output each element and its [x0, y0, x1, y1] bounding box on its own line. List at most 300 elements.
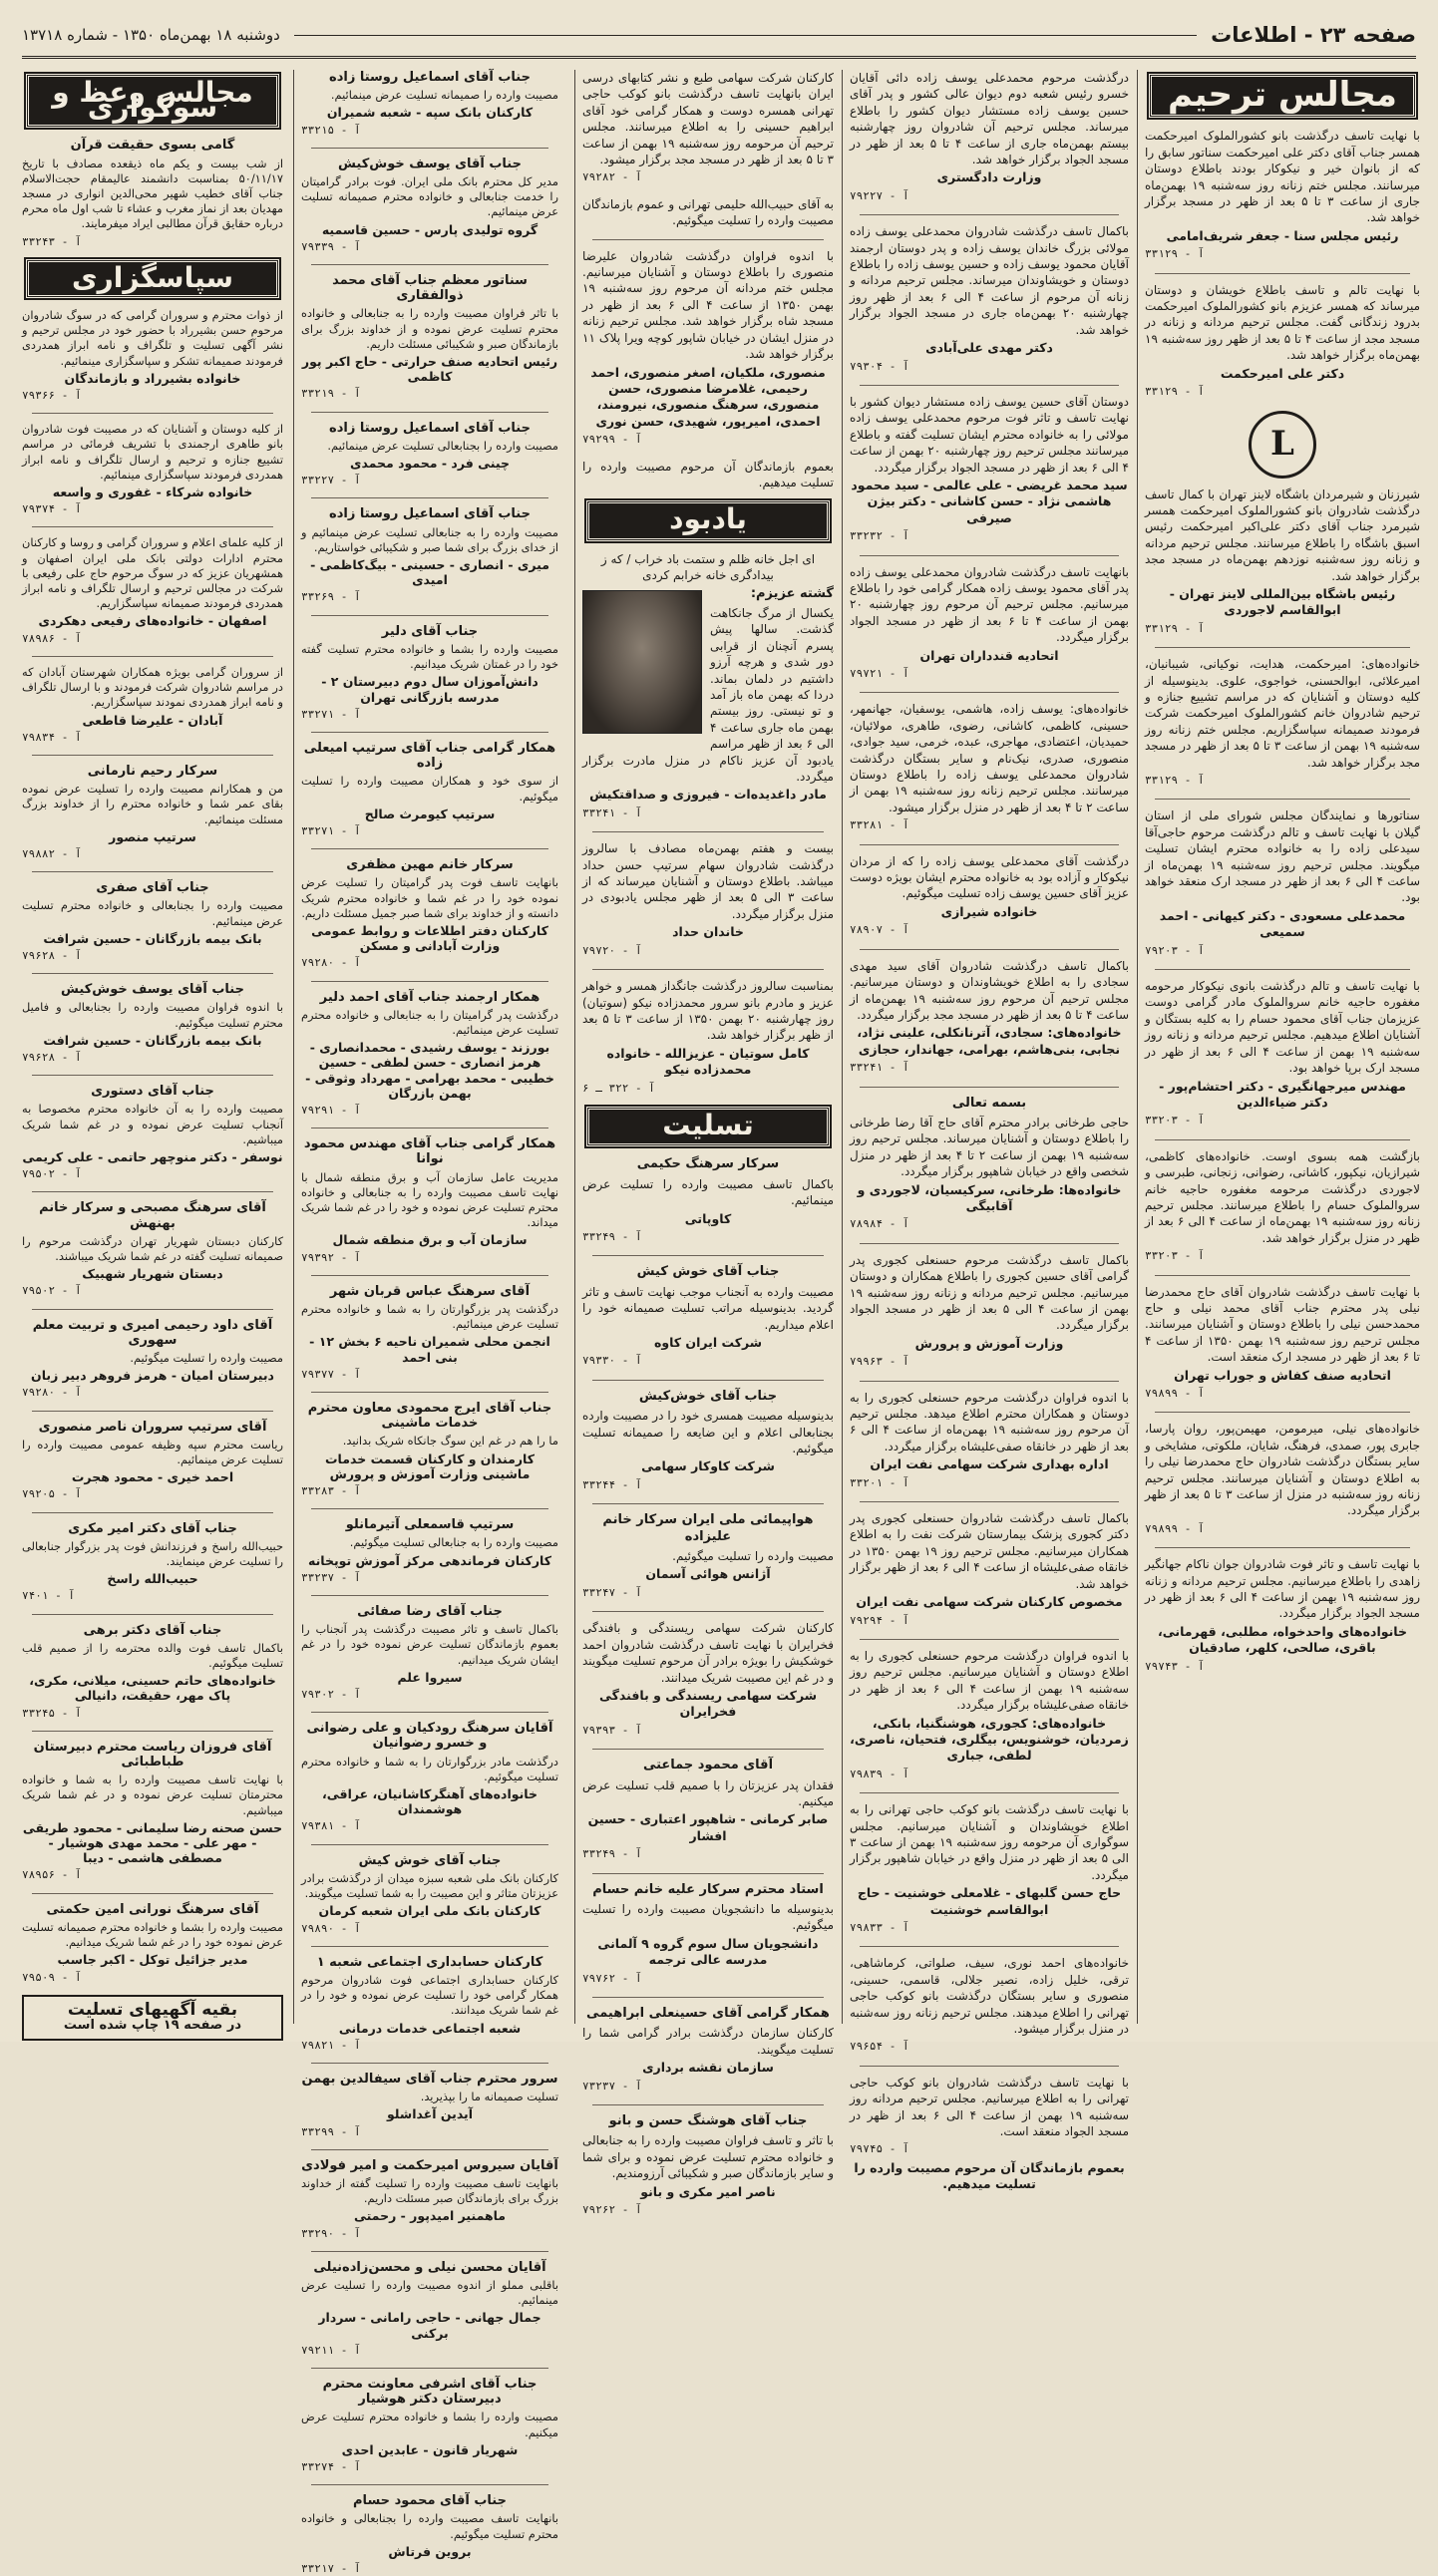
condolence-title: سناتور معظم جناب آقای محمد ذوالفقاری	[332, 273, 528, 304]
notice	[582, 459, 834, 491]
divider	[311, 2251, 548, 2252]
condolence-text: مصیبت وارده را به جنابعالی تسلیت میگوئیم.	[349, 1535, 558, 1550]
notice	[850, 1955, 1129, 2055]
condolence-title: سرکار رحیم نارمانی	[87, 763, 218, 779]
condolence-code: آ - ۳۳۲۸۳	[301, 1484, 361, 1498]
condolence-title: آقای سرتیپ سروران ناصر منصوری	[38, 1419, 267, 1435]
divider	[311, 2063, 548, 2064]
notice	[850, 701, 1129, 833]
condolence-code: آ - ۷۹۲۱۱	[301, 2343, 361, 2357]
notice-text: بانهایت تاسف درگذشت شادروان محمدعلی یوسف زاده پدر آقای محمود یوسف زاده همکار گرامی خود را باطلاع میرسانیم. مجلس ترحیم آن مرحوم روز چهارشنبه ۲۰ بهمن از ساعت ۴ تا ۶ بعد از ظهر در مسجد الجواد برگزار میگردد.	[850, 564, 1130, 645]
condolence	[582, 1156, 834, 1245]
condolence	[22, 764, 283, 861]
notice-text: خانواده‌های: امیرحکمت، هدایت، نوکیانی، شیبانیان، امیرعلائی، ابوالحسنی، خواجوی، علوی. بدینوسیله از کلیه دوستان و آشنایان که در مراسم تشییع جنازه و ترحیم شادروان خانم کشورالملوک امیرحکمت شرکت فرمودند صمیمانه سپاسگزاریم. مجلس ختم زنانه روز سه‌شنبه ۱۹ بهمن از ساعت ۳ تا ۵ بعد از ظهر در مسجد مجد برگزار خواهد شد.	[1145, 657, 1421, 770]
condolence-title: آقایان سیروس امیرحکمت و امیر فولادی	[301, 2157, 558, 2173]
condolence	[301, 1721, 558, 1833]
condolence-title: کارکنان حسابداری اجتماعی شعبه ۱	[316, 1954, 543, 1970]
condolence-code: آ - ۷۹۸۲۱	[301, 2038, 361, 2052]
condolence-title: سرکار سرهنگ حکیمی	[636, 1156, 780, 1172]
condolence-title: سرکار خانم مهین مظفری	[346, 857, 514, 873]
divider	[592, 1380, 824, 1381]
condolence	[301, 990, 558, 1119]
notice-text: درگذشت مرحوم محمدعلی یوسف زاده دائی آقایان خسرو رئیس شعبه دوم دیوان عالی کشور و پدر آقای حسین یوسف زاده مستشار دیوان کشور را باطلاع میرساند. مجلس ترحیم آن شادروان روز چهارشنبه بیستم بهمن‌ماه جاری از ساعت ۴ تا ۵ بعد از ظهر در مسجد الجواد برگزار خواهد شد.	[850, 71, 1130, 167]
condolence-signature: بانک بیمه بازرگانان - حسین شرافت	[43, 1032, 262, 1048]
condolence-code: آ - ۷۹۲۰۵	[22, 1487, 82, 1501]
condolence-signature: شعبه اجتماعی خدمات درمانی	[338, 2020, 522, 2036]
condolence-code: آ - ۳۳۲۷۱	[301, 823, 361, 837]
condolence	[582, 1512, 834, 1601]
divider	[311, 848, 548, 849]
notice-text: باکمال تاسف درگذشت شادروان حسنعلی کجوری پدر دکتر کجوری پزشک بیمارستان شرکت نفت را به اطلاع همکاران میرسانیم. مجلس ترحیم روز ۱۹ بهمن ۱۳۵۰ در خانقاه صفی‌علیشاه از ساعت ۴ الی ۶ بعد از ظهر برگزار خواهد شد.	[850, 1511, 1129, 1591]
condolence-text: درگذشت مادر بزرگوارتان را به شما و خانواده محترم تسلیت میگوئیم.	[301, 1754, 558, 1783]
condolence-signature: کارکنان دفتر اطلاعات و روابط عمومی وزارت آبادانی و مسکن	[311, 922, 548, 954]
column-3	[582, 70, 835, 2217]
column-4	[301, 70, 558, 2575]
column-2	[850, 70, 1130, 2192]
divider	[311, 497, 548, 498]
notice-signature: وزارت دادگستری	[936, 169, 1042, 185]
condolence	[301, 506, 558, 604]
condolence	[301, 2260, 558, 2358]
notice-signature: سید محمد غریضی - علی عالمی - سید محمود هاشمی نژاد - حسن کاشانی - دکتر بیژن صیرفی	[851, 477, 1128, 525]
notice-signature: دکتر علی امیرحکمت	[1220, 365, 1345, 381]
notice-signature: اداره بهداری شرکت سهامی نفت ایران	[870, 1456, 1109, 1472]
condolence-signature: انجمن محلی شمیران ناحیه ۶ بخش ۱۲ - بنی احمد	[309, 1334, 550, 1365]
notice-code: آ - ۷۹۷۴۳	[1145, 1659, 1205, 1673]
condolence-signature: کاوپاتی	[684, 1210, 732, 1226]
notice-text: از شب بیست و یکم ماه ذیقعده مصادف با تاریخ ۵۰/۱۱/۱۷ بمناسبت دانشمند عالیمقام حجت‌الاسلام جناب آقای خطیب شهیر محی‌الدین انواری در مسجد مهدیان بعد از نماز مغرب و عشاء تا شب اول ماه محرم درباره حقایق قرآن مطالبی ایراد میفرمایند.	[22, 156, 283, 231]
banner-gratitude: سپاسگزاری	[26, 259, 279, 298]
notice-signature: حاج حسن گلبهای - غلامعلی خوشنیت - حاج ابوالقاسم خوشنیت	[857, 1885, 1122, 1917]
condolence-code: آ - ۳۳۲۱۷	[301, 2562, 361, 2575]
notice-signature: دکتر مهدی علی‌آبادی	[925, 340, 1053, 356]
notice-signature: محمدعلی مسعودی - دکتر کیهانی - احمد سمیعی	[1159, 907, 1406, 940]
notice-text: بعموم بازماندگان آن مرحوم مصیبت وارده را تسلیت میدهیم.	[582, 459, 834, 489]
condolence-code: آ - ۳۳۲۴۹	[582, 1847, 642, 1861]
notice-signature: وزارت آموزش و پرورش	[914, 1335, 1064, 1351]
notice-signature: اتحادیه صنف کفاش و جوراب تهران	[1174, 1367, 1391, 1383]
notice	[850, 223, 1129, 375]
condolence-code: آ - ۷۸۹۵۶	[22, 1868, 82, 1882]
notice-code: آ - ۷۹۷۲۱	[850, 667, 909, 680]
notice-text: با نهایت تالم و تاسف باطلاع خویشان و دوستان میرساند که همسر عزیزم بانو کشورالملوک امیرحکمت بدرود زندگانی گفت. مجلس ترحیم مردانه و زنانه در مسجد مجد از ساعت ۴ تا ۵ بعد از ظهر روز سه‌شنبه ۱۹ بهمن‌ماه برگزار خواهد شد.	[1145, 282, 1421, 363]
notice-code: آ - ۷۹۶۵۴	[850, 2040, 909, 2054]
condolence-text: فقدان پدر عزیزتان را با صمیم قلب تسلیت عرض میکنیم.	[582, 1777, 834, 1808]
notice-text: با نهایت تاسف درگذشت شادروان بانو کوکب حاجی تهرانی را به اطلاع میرسانیم. مجلس ترحیم مردانه روز سه‌شنبه ۱۹ بهمن از ساعت ۴ الی ۶ بعد از ظهر در مسجد الجواد منعقد است.	[850, 2075, 1129, 2139]
condolence-text: درگذشت پدر گرامیتان را به جنابعالی و خانواده محترم تسلیت عرض مینمائیم.	[301, 1007, 558, 1037]
notice	[850, 2075, 1129, 2193]
divider	[860, 385, 1119, 386]
condolence-signature: نوسفر - دکتر منوچهر حاتمی - علی کریمی	[22, 1148, 283, 1164]
condolence-code: آ - ۷۹۲۸۰	[301, 956, 361, 970]
notice	[582, 978, 834, 1097]
condolence-title: آقای فروزان ریاست محترم دبیرستان طباطبائی	[33, 1739, 272, 1771]
banner-sermons: مجالس وعظ و سوگواری	[26, 74, 279, 128]
memorial-notice	[582, 551, 834, 822]
divider	[311, 1127, 548, 1128]
divider	[1155, 647, 1410, 648]
condolence-text: مصیبت وارده را بجنابعالی و خانواده محترم تسلیت عرض مینمائیم.	[22, 898, 283, 928]
condolence-title: آقای داود رحیمی امیری و تربیت معلم سهوری	[32, 1317, 273, 1348]
condolence-text: باکمال تاسف و تاثر مصیبت درگذشت پدر آنجناب را بعموم بازماندگان تسلیت عرض نموده خود را در غم ایشان شریک میدانیم.	[301, 1622, 558, 1667]
condolence-code: آ - ۳۳۲۷۱	[301, 707, 361, 721]
divider	[860, 214, 1119, 215]
condolence-text: کارکنان دبستان شهریار تهران درگذشت مرحوم را صمیمانه تسلیت گفته در غم شما شریک میباشند.	[22, 1233, 283, 1263]
notice-text: باکمال تاسف درگذشت شادروان آقای سید مهدی سجادی را به اطلاع خویشاوندان و دوستان میرسانیم. مجلس ترحیم آن مرحوم روز سه‌شنبه ۱۹ بهمن‌ماه از ساعت ۴ تا ۵ بعد از ظهر در مسجد مجد برگزار میگردد.	[850, 958, 1129, 1022]
condolence	[22, 1084, 283, 1181]
condolence-text: تسلیت صمیمانه ما را بپذیرید.	[420, 2090, 558, 2104]
notice-code: آ - ۷۹۹۶۳	[850, 1355, 909, 1369]
divider	[311, 1595, 548, 1596]
notice	[850, 853, 1129, 939]
divider	[592, 1503, 824, 1504]
condolence-text: مصیبت وارده را بجنابعالی تسلیت عرض مینمائیم.	[327, 438, 558, 453]
divider	[860, 1792, 1119, 1793]
condolence-signature: کارکنان فرماندهی مرکز آموزش توپخانه	[308, 1552, 551, 1568]
condolence-signature: آژانس هوائی آسمان	[645, 1566, 771, 1582]
condolence-title: جناب آقای ایرج محمودی معاون محترم خدمات ماشینی	[307, 1401, 552, 1432]
condolence-title: جناب آقای اشرفی معاونت محترم دبیرستان دکتر هوشیار	[322, 2376, 538, 2408]
condolence-signature: دبستان شهریار شهبیک	[82, 1266, 223, 1282]
divider	[32, 973, 273, 974]
condolence-code: آ - ۳۳۲۷۴	[301, 2459, 361, 2473]
notice	[1145, 282, 1420, 401]
condolence-title: جناب آقای اسماعیل روستا زاده	[329, 420, 531, 436]
condolence	[301, 2072, 558, 2139]
masthead-rule	[294, 35, 1197, 36]
condolence-title: آقایان سرهنگ رودکیان و علی رضوانی و خسرو رضوانیان	[306, 1721, 553, 1752]
divider	[32, 1731, 273, 1732]
divider	[311, 981, 548, 982]
condolence-code: آ - ۷۹۷۶۲	[582, 1971, 642, 1985]
divider	[1155, 1412, 1410, 1413]
notice-code: آ - ۳۳۱۲۹	[1145, 385, 1205, 399]
notice	[22, 422, 283, 516]
condolence-signature: حسن صحنه رضا سلیمانی - محمود طریقی - مهر علی - محمد مهدی هوشیار - مصطفی هاشمی - دیبا	[22, 1819, 283, 1866]
banner-memorial-services: مجالس ترحیم	[1149, 74, 1416, 118]
notice-text: بازگشت همه بسوی اوست. خانواده‌های کاظمی، شیرازیان، نیکپور، کاشانی، رضوانی، زنجانی، طبرسی و لاجوردی درگذشت مرحومه مغفوره حاجیه خانم سروالملوک حسام را باطلاع میرسانند. مجلس ترحیم زنانه روز سه‌شنبه ۱۹ بهمن‌ماه از ساعت ۴ الی ۶ بعد از ظهر در منزل برگزار خواهد شد.	[1145, 1148, 1421, 1245]
condolence-text: کارکنان حسابداری اجتماعی فوت شادروان مرحوم همکار گرامی خود را تسلیت عرض نموده و خود را در غم شما شریک میدانند.	[301, 1972, 558, 2018]
condolence	[301, 1955, 558, 2053]
notice-code: آ - ۳۳۱۲۹	[1145, 621, 1205, 635]
condolence	[582, 1620, 834, 1739]
notice-text: از کلیه علمای اعلام و سروران گرامی و روسا و کارکنان محترم ادارات دولتی بانک ملی ایران اصفهان و همشهریان عزیز که در سوگ مرحوم حاج علی رفیعی با شرکت در مجالس ترحیم و ارسال تلگراف و نامه ابراز همدردی فرمودند صمیمانه سپاسگزاریم.	[22, 535, 283, 611]
divider	[32, 1309, 273, 1310]
divider	[592, 2104, 824, 2105]
divider	[592, 1611, 824, 1612]
notice-code: آ - ۳۳۲۰۳	[1145, 1114, 1205, 1127]
divider	[860, 949, 1119, 950]
divider	[32, 1893, 273, 1894]
condolence	[22, 1623, 283, 1721]
notice-code: آ - ۳۳۲۴۱	[850, 1061, 909, 1075]
condolence	[301, 70, 558, 138]
condolence-signature: صابر کرمانی - شاهپور اعتباری - حسین افشار	[587, 1811, 829, 1843]
condolence-title: جناب آقای خوش کیش	[636, 1264, 780, 1280]
condolence	[301, 2377, 558, 2474]
notice-text: از سروران گرامی بویژه همکاران شهرستان آبادان که در مراسم شادروان شرکت فرمودند و با ارسال تلگراف و نامه ابراز همدردی نمودند سپاسگزاریم.	[22, 664, 283, 710]
notice	[850, 1390, 1129, 1491]
condolence-title: جناب آقای هوشنگ حسن و بانو	[608, 2113, 808, 2129]
notice-signature: خانواده شیرازی	[940, 903, 1038, 919]
condolence-signature: سازمان نقشه برداری	[642, 2060, 774, 2076]
notice	[22, 138, 283, 248]
condolence	[582, 1264, 834, 1369]
divider	[311, 2368, 548, 2369]
condolence-text: باکمال تاسف مصیبت وارده را تسلیت عرض مینمائیم.	[582, 1176, 834, 1208]
condolence-text: مصیبت وارده را بشما و خانواده محترم صمیمانه تسلیت عرض نموده خود را در غم شما شریک میدانیم.	[22, 1919, 283, 1950]
condolence	[22, 1318, 283, 1401]
condolence-text: باکمال تاسف فوت والده محترمه را از صمیم قلب تسلیت میگوئیم.	[22, 1640, 283, 1671]
condolence-text: مصیبت وارده را تسلیت میگوئیم.	[672, 1549, 834, 1564]
divider	[592, 1749, 824, 1750]
notice-signature: آبادان - علیرضا قاطعی	[82, 712, 223, 728]
condolence-code: آ - ۷۹۲۸۰	[22, 1386, 82, 1400]
condolence-code: آ - ۳۳۲۹۰	[301, 2226, 361, 2240]
divider	[32, 1512, 273, 1513]
condolence-text: بدینوسیله مصیبت همسری خود را در مصیبت وارده بجنابعالی اعلام و این ضایعه را صمیمانه تسلیت میگوئیم.	[582, 1409, 834, 1456]
banner-condolences: تسلیت	[586, 1107, 830, 1146]
condolence-text: مصیبت وارده را به آن خانواده محترم مخصوصا به آنجناب تسلیت عرض نموده و در غم شما شریک میباشیم.	[22, 1102, 283, 1146]
notice-code: آ - ۳۳۱۲۹	[1145, 247, 1205, 261]
condolence-text: با اندوه فراوان مصیبت وارده را بجنابعالی و فامیل محترم تسلیت میگوئیم.	[22, 1000, 283, 1030]
divider	[860, 1501, 1119, 1502]
condolence-code: آ - ۷۹۲۹۱	[301, 1103, 361, 1117]
divider	[311, 1844, 548, 1845]
divider	[592, 1873, 824, 1874]
condolence-title: جناب آقای دلیر	[381, 623, 479, 639]
condolence-text: ریاست محترم سپه وظیفه عمومی مصیبت وارده را تسلیت عرض مینمائیم.	[22, 1437, 283, 1467]
divider	[32, 1614, 273, 1615]
notice-text: با نهایت تاسف درگذشت شادروان آقای حاج محمدرضا نیلی پدر محترم جناب آقای محمد نیلی و حاج محمدحسن نیلی را باطلاع دوستان و آشنایان میرسانند. مجلس ترحیم روز سه‌شنبه ۱۹ بهمن ۱۳۵۰ از ساعت ۴ تا ۶ بعد از ظهر در مسجد ارک منعقد است.	[1145, 1284, 1420, 1365]
notice	[1145, 1556, 1420, 1675]
condolence-signature: کارمندان و کارکنان قسمت خدمات ماشینی وزارت آموزش و پرورش	[325, 1450, 535, 1481]
divider	[592, 239, 824, 240]
divider	[592, 831, 824, 832]
memorial-text: یکسال از مرگ جانکاهت گذشت. سالها پیش پسرم آنچنان از قرابی دور شدی و هرچه آرزو داشتیم در دلمان بماند. دردا که بهمن ماه باز آمد و تو نیستی. روز بیستم بهمن ماه جاری ساعت ۴ الی ۶ بعد از ظهر مراسم یادبود آن عزیز ناکام در منزل مادرت برگزار میگردد.	[582, 605, 834, 785]
condolence-signature: سرتیپ کیومرث صالح	[364, 805, 496, 821]
notice-text: خانواده‌های احمد نوری، سیف، صلواتی، کرماشاهی، ترقی، خلیل زاده، نصیر جلالی، قاسمی، حسینی، منصوری و سایر بستگان درگذشت بانو کوکب حاجی تهرانی را اطلاع میدهند. مجلس ترحیم زنانه روز سه‌شنبه در منزل برگزار میشود.	[850, 1956, 1129, 2037]
notice-code: آ - ۷۹۷۴۵	[850, 2142, 909, 2156]
notice-code: آ - ۷۹۳۰۴	[850, 359, 909, 373]
condolence-signature: میری - انصاری - حسینی - بیگ‌کاظمی - امیدی	[310, 557, 549, 588]
divider	[860, 1946, 1119, 1947]
notice-code: آ - ۳۳۱۲۹	[1145, 774, 1205, 787]
column-rule	[293, 70, 294, 2024]
condolence-text: با نهایت تاسف مصیبت وارده را به شما و خانواده محترمتان تسلیت عرض نموده و در غم شما شریک میباشیم.	[22, 1772, 283, 1817]
condolence	[22, 1902, 283, 1985]
condolence-code: آ - ۳۳۲۶۹	[301, 590, 361, 604]
condolence-title: جناب آقای اسماعیل روستا زاده	[329, 70, 531, 85]
notice-signature: منصوری، ملکیان، اصغر منصوری، احمد رحیمی، غلامرضا منصوری، حسن منصوری، سرهنگ منصوری، نیرومند، احمدی، امیرپور، شهیدی، حسن نوری	[590, 364, 826, 429]
notice-code: آ - ۷۹۸۹۹	[1145, 1387, 1205, 1400]
notice-text: با نهایت تاسف درگذشت بانو کوکب حاجی تهرانی را به اطلاع خویشاوندان و آشنایان میرسانیم. مجلس سوگواری آن مرحومه روز سه‌شنبه ۱۹ بهمن از ساعت ۳ الی ۵ بعد از ظهر در منزل واقع در خیابان شاهپور برگزار میگردد.	[850, 1802, 1130, 1882]
condolence-signature: خانواده‌های آهنگرکاشانیان، عراقی، هوشمندان	[322, 1786, 538, 1817]
condolence-title: هواپیمائی ملی ایران سرکار خانم علیزاده	[602, 1512, 814, 1544]
condolence-code: آ - ۷۴۰۱	[22, 1589, 75, 1603]
condolence-code: آ - ۳۳۲۴۷	[582, 1585, 642, 1599]
notice	[850, 564, 1129, 683]
divider	[311, 1392, 548, 1393]
divider	[311, 1508, 548, 1509]
condolence-title: همکار ارجمند جناب آقای احمد دلیر	[319, 989, 540, 1005]
condolence-text: مصیبت وارده را تسلیت میگوئیم.	[130, 1351, 283, 1365]
notice	[582, 840, 834, 959]
condolence-signature: دانشجویان سال سوم گروه ۹ آلمانی مدرسه عالی ترجمه	[597, 1935, 819, 1968]
notice-signature: خانواده شرکاء - غفوری و واسعه	[52, 484, 253, 500]
continued-notice-title: بقیه آگهیهای تسلیت	[67, 1999, 238, 2020]
notice-text: درگذشت آقای محمدعلی یوسف زاده را که از مردان نیکوکار و آزاده بود به خانواده محترم ایشان بویژه دوست عزیز آقای حسین یوسف زاده تسلیت میگوئیم.	[850, 853, 1129, 901]
condolence-signature: گروه تولیدی پارس - حسین قاسمیه	[321, 221, 539, 237]
notice	[22, 308, 283, 403]
condolence-title: جناب آقای دکتر امیر مکری	[68, 1520, 237, 1536]
condolence-text: من و همکارانم مصیبت وارده را تسلیت عرض نموده بقای عمر شما و خانواده محترم را از خداوند بزرگ مسئلت مینمائیم.	[22, 782, 283, 826]
condolence-signature: کارکنان بانک ملی ایران شعبه کرمان	[318, 1903, 541, 1919]
condolence-text: مصیبت وارده را بشما و خانواده محترم تسلیت عرض میکنیم.	[301, 2410, 558, 2439]
notice	[1145, 486, 1420, 638]
condolence-code: آ - ۳۳۲۴۵	[22, 1706, 82, 1720]
condolence	[301, 1401, 558, 1498]
condolence	[582, 1758, 834, 1862]
condolence-signature: کارکنان بانک سپه - شعبه شمیران	[326, 105, 534, 121]
condolence-signature: سیروا علم	[397, 1669, 463, 1685]
notice-code: آ - ۷۹۸۳۹	[850, 1767, 909, 1780]
divider	[860, 555, 1119, 556]
notice-text: با نهایت تاسف و تالم درگذشت بانوی نیکوکار مرحومه مغفوره حاجیه خانم سروالملوک مادر گرامی دوست عزیزمان جناب آقای محمود حسام را به کلیه بستگان و آشنایان اطلاع میدهیم. مجلس ترحیم مردانه و زنانه روز سه‌شنبه ۱۹ بهمن از ساعت ۴ الی ۶ بعد از ظهر در مسجد ارک برپا خواهد بود.	[1145, 979, 1420, 1076]
condolence-code: آ - ۷۹۳۹۳	[582, 1723, 642, 1737]
notice-code: آ - ۷۸۹۸۴	[850, 1217, 909, 1231]
condolence	[301, 1604, 558, 1702]
notice-code: آ - ۷۹۷۲۰	[582, 943, 642, 957]
divider	[311, 1712, 548, 1713]
notice-code: آ - ۳۳۲۸۱	[850, 818, 909, 832]
condolence-code: آ - ۷۹۶۲۸	[22, 1050, 82, 1064]
condolence-signature: شرکت ایران کاوه	[653, 1335, 763, 1350]
condolence-code: آ - ۷۹۵۰۲	[22, 1284, 82, 1298]
condolence-signature: شرکت کاوکار سهامی	[641, 1458, 775, 1474]
condolence-signature: جمال جهانی - حاجی رامانی - سردار برکنی	[318, 2310, 541, 2341]
divider	[32, 871, 273, 872]
condolence-code: آ - ۷۹۸۸۲	[22, 846, 82, 860]
condolence	[582, 1389, 834, 1493]
notice	[1145, 1421, 1420, 1537]
condolence-text: مدیر کل محترم بانک ملی ایران. فوت برادر گرامیتان را خدمت جنابعالی و خانواده محترم صمیمانه تسلیت عرض مینمائیم.	[301, 174, 558, 219]
notice-text: باکمال تاسف درگذشت شادروان محمدعلی یوسف زاده مولائی بزرگ خاندان یوسف زاده و پدر دوستان ارجمند آقایان محمود یوسف زاده و حسین یوسف زاده را باطلاع دوستان و خویشاوندان میرساند. مجلس ترحیم مردانه و زنانه آن مرحوم از ساعت ۴ الی ۶ بعد از ظهر روز چهارشنبه ۲۰ بهمن‌ماه جاری در مسجد الجواد برگزار خواهد شد.	[850, 224, 1130, 337]
condolence-signature: ناصر امیر مکری و بانو	[640, 2183, 776, 2199]
notice-text: کارکنان شرکت سهامی طبع و نشر کتابهای درسی ایران بانهایت تاسف درگذشت بانو کوکب حاجی تهرانی همسره دوست و همکار گرامی خود آقای ابراهیم حسینی را به اطلاع میرسانند. مجلس ترحیم آن مرحومه روز سه‌شنبه ۱۹ بهمن از ساعت ۳ تا ۵ بعد از ظهر در مسجد مجد برگزار میشود.	[582, 71, 835, 167]
notice-code: آ - ۷۹۲۸۲	[582, 170, 642, 184]
divider	[311, 412, 548, 413]
notice	[1145, 128, 1420, 262]
notice-signature: خانواده بشیرراد و بازماندگان	[64, 370, 241, 386]
condolence-text: درگذشت پدر بزرگوارتان را به شما و خانواده محترم تسلیت عرض مینمائیم.	[301, 1302, 558, 1332]
notice-code: آ - ۳۳۲۰۳	[1145, 1249, 1205, 1263]
condolence-signature: دبیرستان امیان - هرمز فروهر دبیر زبان	[31, 1368, 274, 1384]
condolence-text: باقلبی مملو از اندوه مصیبت وارده را تسلیت عرض مینمائیم.	[301, 2277, 558, 2308]
divider	[311, 615, 548, 616]
condolence	[301, 741, 558, 838]
condolence-title: آقای سرهنگ نورانی امین حکمتی	[46, 1901, 259, 1917]
condolence-title: استاد محترم سرکار علیه خانم حسام	[592, 1881, 824, 1897]
divider	[32, 1191, 273, 1192]
notice-text: از کلیه دوستان و آشنایان که در مصیبت فوت شادروان بانو طاهری ارجمندی با تشریف فرمائی در مراسم تشییع جنازه و ترحیم و ارسال تلگراف و نامه ابراز همدردی فرمودند سپاسگزاری مینمائیم.	[22, 422, 283, 482]
condolence-text: ما را هم در غم این سوگ جانکاه شریک بدانید.	[342, 1434, 558, 1449]
notice	[850, 70, 1129, 204]
continued-notice-subtitle: در صفحه ۱۹ چاپ شده است	[63, 2017, 242, 2033]
notice-code: آ - ۷۸۹۰۷	[850, 923, 909, 937]
notice	[1145, 1284, 1420, 1403]
divider	[32, 526, 273, 527]
divider	[860, 2066, 1119, 2067]
condolence-title: سرتیپ قاسمعلی آتیرمانلو	[345, 1517, 515, 1533]
notice	[22, 535, 283, 645]
divider	[311, 2484, 548, 2485]
condolence-title: جناب آقای خوش کیش	[358, 1852, 502, 1868]
notice-signature: خانواده‌ها: طرخانی، سرکیسیان، لاجوردی و آقابیگی	[857, 1181, 1122, 1213]
condolence-text: بانهایت تاسف فوت پدر گرامیتان را تسلیت عرض نموده خود را در غم شما و خانواده محترم شریک دانسته و از خداوند برای شما صبر جمیل مسئلت داریم.	[301, 875, 558, 920]
condolence-signature: شهریار قانون - عابدین احدی	[341, 2441, 519, 2457]
condolence-signature: چینی فرد - محمود محمدی	[349, 456, 511, 472]
condolence	[22, 1200, 283, 1298]
divider	[592, 969, 824, 970]
notice-text: شیرزنان و شیرمردان باشگاه لاینز تهران با کمال تاسف درگذشت شادروان بانو کشورالملوک امیرحکمت همسر شیرمرد جناب آقای دکتر علی‌اکبر امیرحکمت رئیس اسبق باشگاه را باطلاع میرسانند. مجلس ترحیم مردانه و زنانه روز سه‌شنبه نوزدهم بهمن‌ماه در مسجد مجد برگزار خواهد شد.	[1145, 486, 1420, 583]
condolence-text: بانهایت تاسف مصیبت وارده را تسلیت گفته از خداوند بزرگ برای بازماندگان صبر مسئلت داریم.	[301, 2175, 558, 2206]
divider	[592, 1255, 824, 1256]
divider	[311, 1275, 548, 1276]
condolence-text: کارکنان شرکت سهامی ریسندگی و بافندگی فخرایران با نهایت تاسف درگذشت شادروان احمد خوشکیش را بویژه برادر آن مرحوم تسلیت میگویند و در غم این مصیبت شریک میدانند.	[582, 1621, 834, 1685]
condolence-text: با تاثر و تاسف فراوان مصیبت وارده را به جنابعالی و خانواده محترم تسلیت عرض نموده و برای شما و سایر بازماندگان صبر و شکیبائی آرزومندیم.	[582, 2133, 834, 2181]
notice-title: بسمه تعالی	[951, 1095, 1027, 1111]
divider	[860, 1087, 1119, 1088]
divider	[32, 1075, 273, 1076]
issue-date: دوشنبه ۱۸ بهمن‌ماه ۱۳۵۰ - شماره ۱۳۷۱۸	[22, 26, 280, 44]
condolence-code: آ - ۷۹۳۳۹	[301, 239, 361, 253]
condolence-text: حبیب‌الله راسخ و فرزندانش فوت پدر بزرگوار جنابعالی را تسلیت عرض مینمایند.	[22, 1538, 283, 1569]
condolence	[301, 857, 558, 970]
notice	[850, 1648, 1129, 1782]
condolence-signature: بورزند - یوسف رشیدی - محمدانصاری - هرمز انصاری - حسن لطفی - حسین خطیبی - محمد بهرامی - مهرداد وثوقی - بهمن بازرگان	[305, 1040, 554, 1101]
condolence-title: آقایان محسن نیلی و محسن‌زاده‌نیلی	[313, 2259, 546, 2275]
condolence-text: مصیبت وارده به آنجناب موجب نهایت تاسف و تاثر گردید. بدینوسیله مراتب تسلیت صمیمانه خود را اعلام میداریم.	[582, 1284, 834, 1332]
memorial-code: آ - ۳۳۲۴۱	[582, 805, 642, 819]
condolence-code: آ - ۳۳۲۱۹	[301, 387, 361, 401]
divider	[860, 1243, 1119, 1244]
condolence-title: جناب آقای محمود حسام	[353, 2493, 507, 2509]
notice-signature: مخصوص کارکنان شرکت سهامی نفت ایران	[856, 1594, 1123, 1610]
notice	[1145, 978, 1420, 1129]
condolence-code: آ - ۷۹۸۹۰	[301, 1921, 361, 1935]
condolence-text: مصیبت وارده را بشما و خانواده محترم تسلیت گفته خود را در غمتان شریک میدانیم.	[301, 641, 558, 672]
divider	[860, 692, 1119, 693]
condolence-text: کارکنان سازمان درگذشت برادر گرامی شما را تسلیت میگویند.	[582, 2026, 834, 2057]
condolence	[22, 880, 283, 963]
condolence-signature: بانک بیمه بازرگانان - حسین شرافت	[43, 930, 262, 946]
condolence	[301, 2493, 558, 2576]
condolence	[582, 2006, 834, 2094]
notice	[850, 1510, 1129, 1629]
notice-signature: خانواده‌های: کجوری، هوشنگنیا، بانکی، زمردیان، خوشنویس، بیگلری، فتحیان، ناصری، لطفی، جباری	[850, 1715, 1129, 1764]
divider	[311, 732, 548, 733]
notice-signature: رئیس باشگاه بین‌المللی لاینز تهران - ابوالقاسم لاجوردی	[1169, 585, 1396, 618]
notice	[1145, 807, 1420, 959]
divider	[860, 1639, 1119, 1640]
notice-text: سناتورها و نمایندگان مجلس شورای ملی از استان گیلان با نهایت تاسف و تالم درگذشت مرحوم حاجی‌آقا سیدعلی زاده را به خانواده محترم ایشان تسلیت میگویند. مجلس ترحیم روز سه‌شنبه ۱۹ بهمن‌ماه از ساعت ۴ الی ۶ بعد از ظهر در مسجد ارک منعقد خواهد بود.	[1145, 808, 1421, 905]
condolence-title: جناب آقای رضا صفائی	[357, 1604, 503, 1620]
divider	[311, 264, 548, 265]
condolence	[301, 1853, 558, 1936]
notice-text: باکمال تاسف درگذشت مرحوم حسنعلی کجوری پدر گرامی آقای حسین کجوری را باطلاع همکاران و دوستان میرسانیم. مجلس ترحیم مردانه و زنانه روز سه‌شنبه ۱۹ بهمن از ساعت ۴ الی ۵ بعد از ظهر در مسجد الجواد برگزار میگردد.	[850, 1252, 1130, 1333]
divider	[1155, 1139, 1410, 1140]
